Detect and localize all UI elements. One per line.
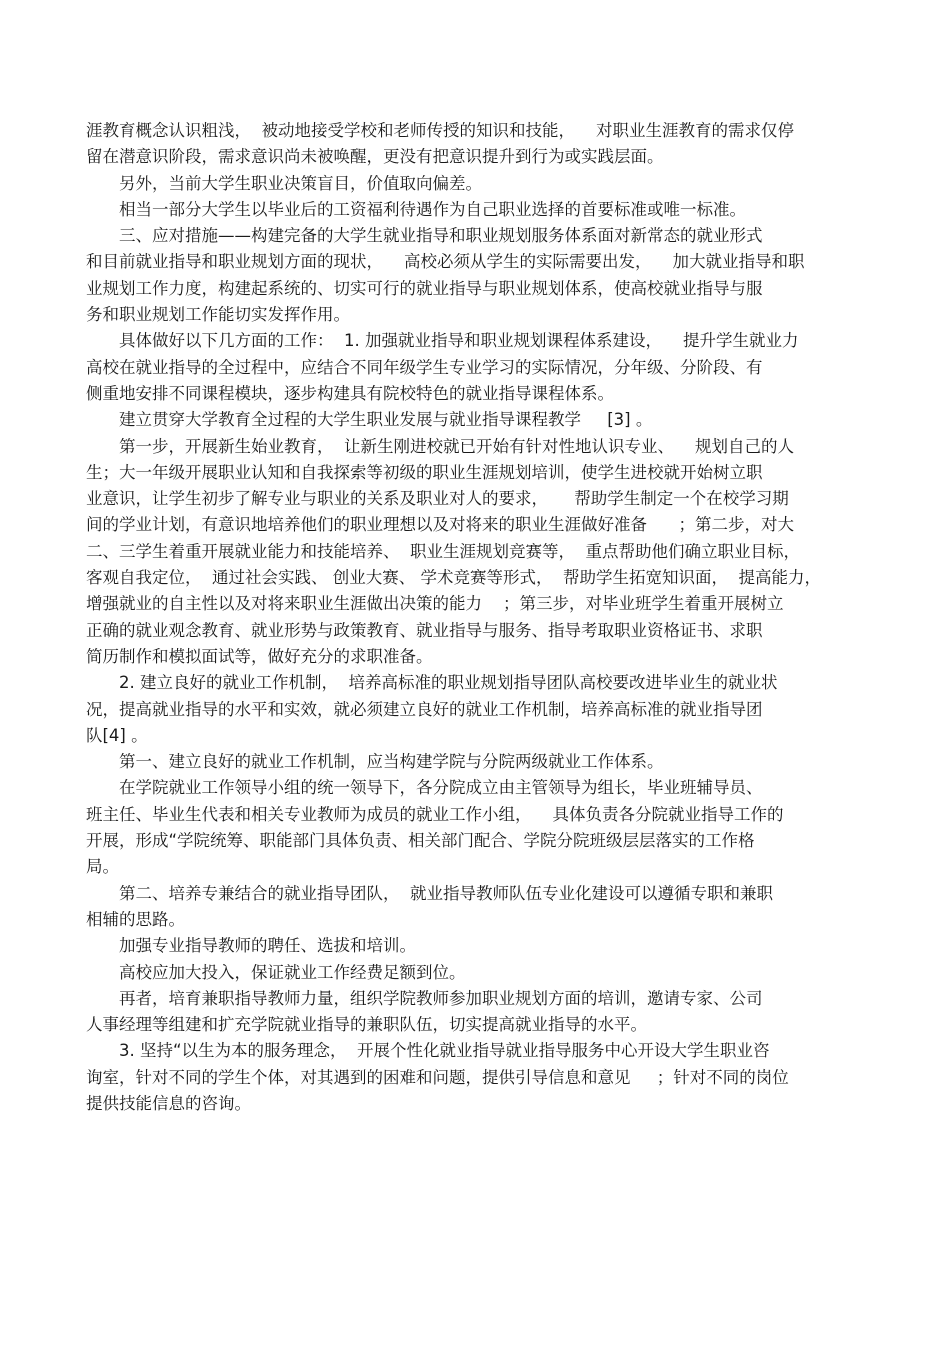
text-line: 询室，针对不同的学生个体，对其遇到的困难和问题，提供引导信息和意见 ；针对不同的岗位 bbox=[86, 1067, 789, 1087]
text-line: 另外，当前大学生职业决策盲目，价值取向偏差。 bbox=[86, 173, 482, 193]
text-line: 业意识，让学生初步了解专业与职业的关系及职业对人的要求， 帮助学生制定一个在校学习期 bbox=[86, 489, 789, 509]
text-line: 班主任、毕业生代表和相关专业教师为成员的就业工作小组， 具体负责各分院就业指导工作的 bbox=[86, 804, 784, 824]
text-line: 第一、建立良好的就业工作机制，应当构建学院与分院两级就业工作体系。 bbox=[86, 752, 664, 772]
text-line: 正确的就业观念教育、就业形势与政策教育、就业指导与服务、指导考取职业资格证书、求职 bbox=[86, 620, 763, 640]
text-line: 留在潜意识阶段，需求意识尚未被唤醒，更没有把意识提升到行为或实践层面。 bbox=[86, 147, 664, 167]
text-line: 业规划工作力度，构建起系统的、切实可行的就业指导与职业规划体系，使高校就业指导与服 bbox=[86, 278, 763, 298]
text-line: 加强专业指导教师的聘任、选拔和培训。 bbox=[86, 936, 416, 956]
text-line: 提供技能信息的咨询。 bbox=[86, 1093, 251, 1113]
text-line: 简历制作和模拟面试等，做好充分的求职准备。 bbox=[86, 646, 433, 666]
text-line: 局。 bbox=[86, 857, 119, 877]
text-line: 再者，培育兼职指导教师力量，组织学院教师参加职业规划方面的培训，邀请专家、公司 bbox=[86, 988, 763, 1008]
text-line: 客观自我定位， 通过社会实践、 创业大赛、 学术竞赛等形式， 帮助学生拓宽知识面， 提高能力， bbox=[86, 568, 821, 588]
text-line: 涯教育概念认识粗浅， 被动地接受学校和老师传授的知识和技能， 对职业生涯教育的需求仅停 bbox=[86, 121, 794, 140]
body-text bbox=[86, 118, 876, 1117]
text-line: 队[4] 。 bbox=[86, 725, 148, 745]
text-line: 三、应对措施——构建完备的大学生就业指导和职业规划服务体系面对新常态的就业形式 bbox=[86, 226, 763, 246]
text-line: 况，提高就业指导的水平和实效，就必须建立良好的就业工作机制，培养高标准的就业指导团 bbox=[86, 699, 763, 719]
text-line: 高校应加大投入，保证就业工作经费足额到位。 bbox=[86, 962, 466, 982]
text-line: 第二、培养专兼结合的就业指导团队， 就业指导教师队伍专业化建设可以遵循专职和兼职 bbox=[86, 883, 773, 903]
text-line: 相辅的思路。 bbox=[86, 909, 185, 929]
text-line: 3. 坚持“以生为本的服务理念， 开展个性化就业指导就业指导服务中心开设大学生职业咨 bbox=[86, 1041, 770, 1061]
text-line: 第一步，开展新生始业教育， 让新生刚进校就已开始有针对性地认识专业、 规划自己的人 bbox=[86, 436, 794, 456]
text-line: 在学院就业工作领导小组的统一领导下，各分院成立由主管领导为组长，毕业班辅导员、 bbox=[86, 778, 763, 798]
text-line: 2. 建立良好的就业工作机制， 培养高标准的职业规划指导团队高校要改进毕业生的就业状 bbox=[86, 673, 778, 693]
text-line: 和目前就业指导和职业规划方面的现状， 高校必须从学生的实际需要出发， 加大就业指导和职 bbox=[86, 252, 805, 272]
text-line: 高校在就业指导的全过程中，应结合不同年级学生专业学习的实际情况，分年级、分阶段、有 bbox=[86, 357, 763, 377]
text-line: 二、三学生着重开展就业能力和技能培养、 职业生涯规划竞赛等， 重点帮助他们确立职业目标， bbox=[86, 541, 800, 561]
text-line: 人事经理等组建和扩充学院就业指导的兼职队伍，切实提高就业指导的水平。 bbox=[86, 1015, 647, 1035]
text-line: 间的学业计划，有意识地培养他们的职业理想以及对将来的职业生涯做好准备 ；第二步，对大 bbox=[86, 515, 794, 535]
text-line: 开展，形成“学院统筹、职能部门具体负责、相关部门配合、学院分院班级层层落实的工作格 bbox=[86, 831, 755, 851]
text-line: 建立贯穿大学教育全过程的大学生职业发展与就业指导课程教学 [3] 。 bbox=[86, 410, 653, 430]
text-line: 务和职业规划工作能切实发挥作用。 bbox=[86, 305, 350, 325]
text-line: 增强就业的自主性以及对将来职业生涯做出决策的能力 ；第三步，对毕业班学生着重开展树立 bbox=[86, 594, 784, 614]
text-line: 生；大一年级开展职业认知和自我探索等初级的职业生涯规划培训，使学生进校就开始树立职 bbox=[86, 462, 763, 482]
text-line: 侧重地安排不同课程模块，逐步构建具有院校特色的就业指导课程体系。 bbox=[86, 383, 614, 403]
text-line: 相当一部分大学生以毕业后的工资福利待遇作为自己职业选择的首要标准或唯一标准。 bbox=[86, 199, 746, 219]
text-line: 具体做好以下几方面的工作： 1. 加强就业指导和职业规划课程体系建设， 提升学生就业力 bbox=[86, 331, 799, 351]
